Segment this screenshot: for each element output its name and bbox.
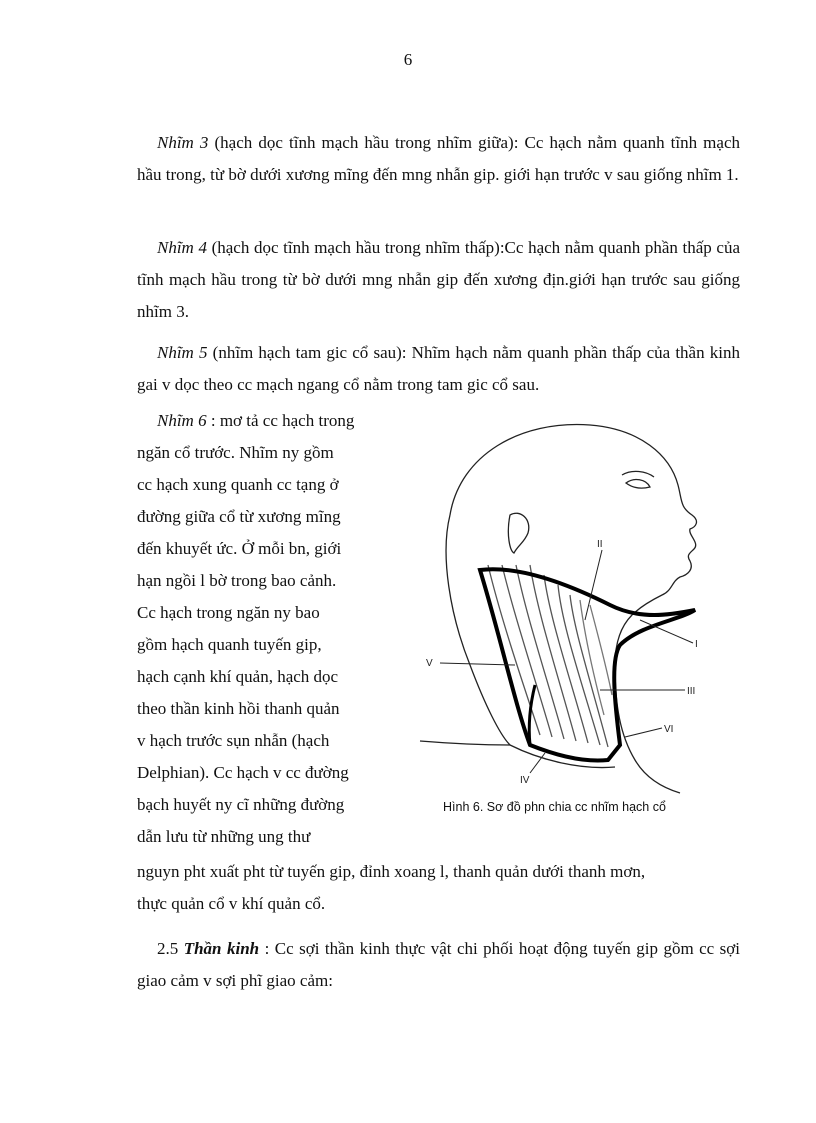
- level-iii-label: III: [687, 686, 696, 697]
- group-3-text: (hạch dọc tĩnh mạch hầu trong nhĩm giữa): Cc hạch nằm quanh tĩnh mạch hầu trong, từ bờ dưới xương mĩng đến mng nhẫn gip. giới hạn trước v sau giống nhĩm 1.: [137, 133, 740, 184]
- ear-icon: [508, 513, 528, 553]
- group-6-line: v hạch trước sụn nhẫn (hạch: [137, 731, 330, 750]
- group-6-line: thực quản cổ v khí quản cổ.: [137, 894, 326, 913]
- eye-icon: [626, 480, 650, 489]
- group-6-line: Delphian). Cc hạch v cc đường: [137, 763, 349, 782]
- paragraph-group-5: [137, 337, 740, 401]
- group-5-label: Nhĩm 5: [157, 343, 208, 362]
- group-6-line: Nhĩm 6 : mơ tả cc hạch trong: [157, 411, 355, 430]
- group-5-text: (nhĩm hạch tam gic cổ sau): Nhĩm hạch nằm quanh phần thấp của thần kinh gai v dọc theo cc mạch ngang cổ nằm trong tam gic cổ sau.: [137, 343, 740, 394]
- level-ii-label: II: [597, 539, 603, 550]
- level-i-label: I: [695, 639, 698, 650]
- section-number: 2.5: [157, 939, 184, 958]
- group-6-line: theo thần kinh hồi thanh quản: [137, 699, 340, 718]
- level-v-label: V: [426, 658, 433, 669]
- neck-lymph-node-diagram: [410, 415, 750, 795]
- group-6-label: Nhĩm 6: [157, 411, 207, 430]
- group-6-line: hạch cạnh khí quản, hạch dọc: [137, 667, 339, 686]
- group-6-line: ngăn cổ trước. Nhĩm ny gồm: [137, 443, 334, 462]
- group-6-line: dẫn lưu từ những ung thư: [137, 827, 311, 846]
- page-number: 6: [403, 50, 413, 69]
- group-6-line: nguyn pht xuất pht từ tuyến gip, đỉnh xoang l, thanh quản dưới thanh mơn,: [137, 862, 646, 881]
- group-6-line: bạch huyết ny cĩ những đường: [137, 795, 345, 814]
- paragraph-group-3: [137, 127, 740, 191]
- section-heading: Thần kinh: [183, 939, 260, 958]
- group-4-label: Nhĩm 4: [157, 238, 207, 257]
- figure-caption: Hình 6. Sơ đồ phn chia cc nhĩm hạch cổ: [443, 800, 666, 814]
- nerves-text: : Cc sợi thần kinh thực vật chi phối hoạt động tuyến gip gồm cc sợi giao cảm v sợi phĩ giao cảm:: [137, 939, 741, 990]
- group-6-line: Cc hạch trong ngăn ny bao: [137, 603, 320, 622]
- paragraph-group-4: [137, 232, 740, 328]
- group-6-line: hạn ngồi l bờ trong bao cảnh.: [137, 571, 337, 590]
- level-vi-label: VI: [664, 724, 674, 735]
- level-iv-label: IV: [520, 775, 530, 786]
- group-6-line: đến khuyết ức. Ở mỗi bn, giới: [137, 539, 342, 558]
- group-6-line: gồm hạch quanh tuyến gip,: [137, 635, 322, 654]
- group-6-line: đường giữa cổ từ xương mĩng: [137, 507, 341, 526]
- group-3-label: Nhĩm 3: [157, 133, 209, 152]
- paragraph-nerves: [137, 933, 740, 997]
- group-6-line: cc hạch xung quanh cc tạng ở: [137, 475, 339, 494]
- group-4-text: (hạch dọc tĩnh mạch hầu trong nhĩm thấp):Cc hạch nằm quanh phần thấp của tĩnh mạch hầu trong từ bờ dưới mng nhẫn gip đến xương địn.giới hạn trước sau giống nhĩm 3.: [137, 238, 740, 321]
